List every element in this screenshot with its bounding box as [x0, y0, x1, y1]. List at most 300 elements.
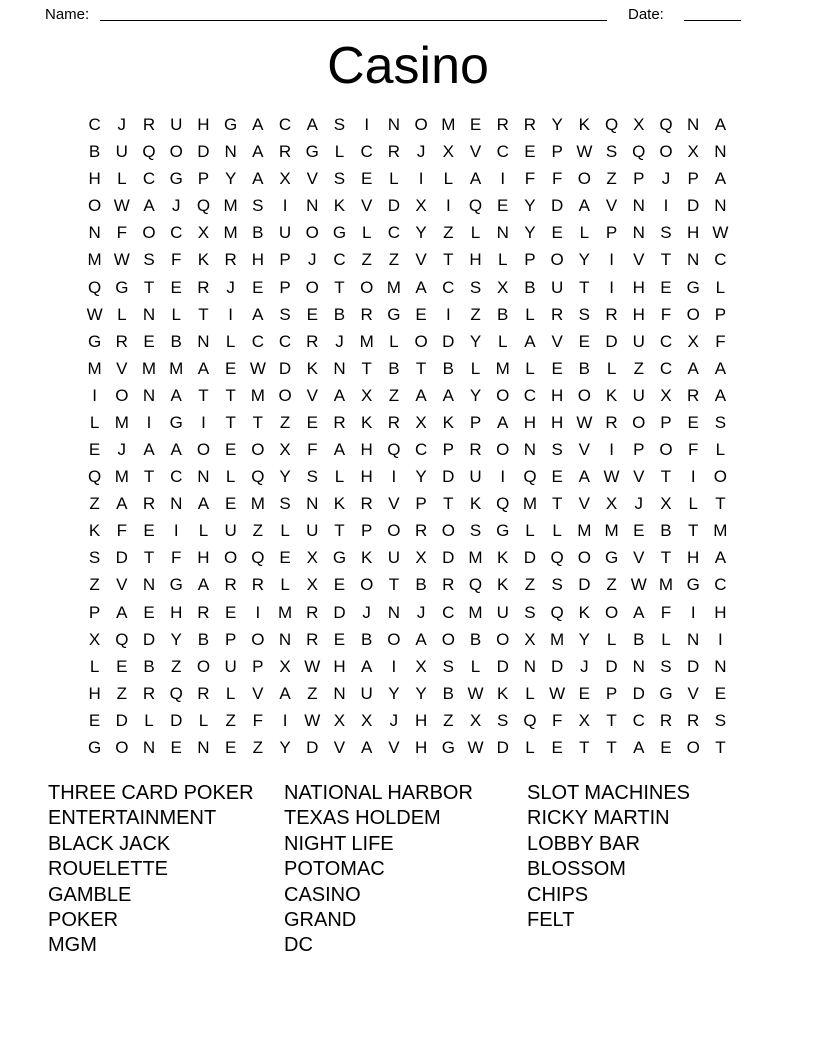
grid-letter: K: [361, 548, 373, 568]
grid-letter: L: [334, 142, 345, 162]
grid-letter: R: [605, 412, 618, 432]
grid-letter: N: [632, 656, 645, 676]
grid-letter: X: [361, 710, 373, 730]
grid-letter: Z: [89, 575, 100, 595]
grid-letter: K: [333, 196, 346, 216]
grid-letter: V: [469, 142, 482, 162]
grid-letter: C: [360, 142, 373, 162]
grid-letter: A: [578, 196, 591, 216]
grid-letter: R: [142, 115, 156, 135]
grid-letter: G: [604, 548, 619, 568]
grid-letter: V: [252, 683, 264, 703]
grid-letter: E: [88, 440, 101, 460]
grid-letter: P: [633, 440, 645, 460]
grid-letter: L: [280, 575, 290, 595]
grid-letter: A: [333, 440, 346, 460]
grid-letter: I: [690, 467, 696, 487]
grid-letter: E: [170, 277, 182, 297]
grid-letter: I: [364, 115, 370, 135]
grid-letter: N: [306, 196, 319, 216]
grid-letter: M: [713, 521, 728, 541]
grid-letter: Z: [443, 710, 454, 730]
word-list-item: ENTERTAINMENT: [48, 807, 217, 830]
grid-letter: J: [117, 440, 127, 460]
grid-letter: D: [632, 683, 645, 703]
grid-letter: A: [197, 494, 210, 514]
grid-letter: H: [251, 250, 264, 270]
grid-letter: N: [523, 440, 537, 460]
grid-letter: E: [524, 142, 536, 162]
grid-letter: E: [224, 358, 237, 378]
grid-letter: S: [605, 142, 618, 162]
word-list-item: GAMBLE: [48, 883, 132, 906]
grid-letter: H: [360, 467, 373, 487]
grid-letter: I: [500, 467, 506, 487]
grid-letter: Z: [443, 223, 454, 243]
grid-letter: C: [142, 169, 156, 189]
grid-letter: P: [551, 142, 563, 162]
grid-letter: C: [333, 250, 346, 270]
grid-letter: P: [633, 169, 645, 189]
grid-letter: E: [252, 277, 264, 297]
grid-letter: C: [88, 115, 101, 135]
grid-letter: L: [525, 521, 535, 541]
grid-letter: S: [551, 575, 563, 595]
grid-letter: T: [143, 467, 155, 487]
grid-letter: M: [169, 358, 184, 378]
grid-letter: E: [469, 115, 482, 135]
grid-letter: A: [497, 412, 509, 432]
grid-letter: P: [279, 277, 291, 297]
grid-letter: O: [496, 440, 510, 460]
grid-letter: H: [687, 223, 700, 243]
grid-letter: G: [686, 575, 700, 595]
grid-letter: V: [116, 358, 128, 378]
grid-letter: N: [687, 250, 700, 270]
grid-letter: T: [660, 250, 672, 270]
grid-letter: V: [306, 169, 318, 189]
grid-letter: O: [441, 629, 455, 649]
grid-letter: C: [387, 223, 401, 243]
grid-letter: O: [686, 737, 700, 757]
grid-letter: D: [278, 358, 292, 378]
grid-letter: U: [632, 385, 645, 405]
grid-letter: W: [630, 575, 647, 595]
grid-letter: Q: [659, 115, 673, 135]
grid-letter: G: [496, 521, 510, 541]
grid-letter: H: [632, 304, 645, 324]
grid-letter: M: [277, 602, 293, 622]
grid-letter: L: [198, 710, 209, 730]
grid-letter: V: [361, 196, 373, 216]
grid-letter: D: [197, 142, 210, 162]
grid-letter: Y: [415, 467, 427, 487]
grid-letter: A: [633, 602, 645, 622]
grid-letter: L: [688, 494, 698, 514]
grid-letter: N: [170, 494, 183, 514]
grid-letter: R: [414, 521, 428, 541]
grid-letter: R: [523, 115, 537, 135]
grid-letter: L: [715, 277, 726, 297]
grid-letter: W: [304, 710, 321, 730]
grid-letter: L: [171, 304, 181, 324]
grid-letter: P: [660, 412, 672, 432]
grid-letter: A: [116, 602, 128, 622]
word-list-item: CASINO: [284, 883, 361, 906]
grid-letter: Y: [415, 223, 427, 243]
grid-letter: W: [603, 467, 620, 487]
grid-letter: K: [469, 494, 482, 514]
grid-letter: N: [387, 602, 401, 622]
grid-letter: D: [605, 331, 618, 351]
grid-letter: Q: [87, 467, 102, 487]
grid-letter: Z: [307, 683, 318, 703]
word-list-item: FELT: [527, 908, 575, 931]
grid-letter: S: [279, 494, 291, 514]
grid-letter: L: [334, 467, 345, 487]
grid-letter: R: [442, 575, 455, 595]
grid-letter: E: [551, 737, 563, 757]
grid-letter: B: [197, 629, 210, 649]
grid-letter: A: [197, 575, 210, 595]
grid-letter: C: [170, 467, 183, 487]
grid-letter: P: [361, 521, 373, 541]
grid-letter: C: [170, 223, 183, 243]
grid-letter: X: [279, 440, 291, 460]
grid-letter: O: [441, 521, 455, 541]
grid-letter: Q: [468, 196, 483, 216]
grid-letter: R: [251, 575, 264, 595]
word-list-item: RICKY MARTIN: [527, 807, 670, 830]
grid-letter: O: [496, 385, 510, 405]
grid-letter: M: [87, 358, 102, 378]
grid-letter: R: [197, 277, 210, 297]
grid-letter: I: [391, 656, 397, 676]
name-fill-line: [100, 0, 607, 21]
grid-letter: A: [252, 115, 264, 135]
grid-letter: E: [551, 467, 563, 487]
grid-letter: S: [143, 250, 155, 270]
grid-letter: L: [280, 521, 290, 541]
grid-letter: Q: [496, 494, 510, 514]
grid-letter: G: [115, 277, 129, 297]
grid-letter: A: [415, 277, 427, 297]
grid-letter: H: [414, 737, 428, 757]
grid-letter: B: [388, 358, 400, 378]
grid-letter: L: [389, 169, 399, 189]
word-search-grid: [81, 111, 734, 761]
grid-letter: U: [224, 656, 237, 676]
grid-letter: O: [196, 440, 211, 460]
grid-letter: X: [524, 629, 536, 649]
grid-letter: I: [228, 304, 233, 324]
grid-letter: Q: [142, 142, 156, 162]
grid-letter: O: [632, 412, 646, 432]
grid-letter: Z: [633, 358, 644, 378]
grid-letter: C: [278, 115, 292, 135]
grid-letter: C: [414, 440, 428, 460]
grid-letter: N: [632, 196, 645, 216]
grid-letter: W: [304, 656, 321, 676]
grid-letter: X: [687, 331, 699, 351]
grid-letter: U: [632, 331, 645, 351]
grid-letter: O: [305, 223, 319, 243]
grid-letter: G: [169, 169, 183, 189]
grid-letter: M: [87, 250, 102, 270]
grid-letter: I: [282, 196, 288, 216]
grid-letter: D: [496, 656, 509, 676]
grid-letter: P: [442, 440, 454, 460]
grid-letter: D: [442, 548, 455, 568]
grid-letter: E: [687, 412, 699, 432]
grid-letter: P: [605, 223, 618, 243]
grid-letter: E: [415, 304, 427, 324]
grid-letter: I: [445, 304, 451, 324]
grid-letter: B: [143, 656, 155, 676]
grid-letter: L: [715, 440, 726, 460]
grid-letter: F: [660, 304, 672, 324]
grid-letter: N: [333, 683, 346, 703]
grid-letter: M: [114, 412, 129, 432]
grid-letter: B: [415, 575, 427, 595]
grid-letter: E: [88, 710, 101, 730]
grid-letter: M: [141, 358, 157, 378]
grid-letter: B: [170, 331, 182, 351]
grid-letter: T: [443, 250, 454, 270]
grid-letter: G: [169, 575, 183, 595]
grid-letter: R: [659, 710, 673, 730]
grid-letter: T: [334, 277, 345, 297]
grid-letter: J: [308, 250, 317, 270]
grid-letter: P: [197, 169, 210, 189]
grid-letter: O: [251, 629, 265, 649]
grid-letter: V: [388, 494, 400, 514]
grid-letter: H: [687, 548, 700, 568]
grid-letter: E: [551, 223, 563, 243]
grid-letter: M: [658, 575, 674, 595]
grid-letter: A: [143, 440, 155, 460]
grid-letter: Y: [524, 196, 536, 216]
grid-letter: A: [442, 385, 454, 405]
grid-letter: F: [307, 440, 318, 460]
grid-letter: V: [605, 196, 618, 216]
grid-letter: O: [550, 250, 564, 270]
grid-letter: S: [497, 710, 509, 730]
grid-letter: A: [252, 304, 264, 324]
grid-letter: R: [142, 683, 156, 703]
grid-letter: E: [660, 277, 672, 297]
grid-letter: T: [551, 494, 563, 514]
grid-letter: E: [551, 358, 563, 378]
grid-letter: O: [496, 629, 510, 649]
grid-letter: H: [197, 548, 210, 568]
grid-letter: F: [715, 331, 726, 351]
grid-letter: M: [468, 602, 483, 622]
grid-letter: D: [387, 196, 401, 216]
grid-letter: F: [116, 223, 127, 243]
grid-letter: I: [173, 521, 179, 541]
grid-letter: L: [89, 656, 100, 676]
grid-letter: N: [142, 385, 156, 405]
grid-letter: J: [117, 115, 127, 135]
grid-letter: N: [142, 737, 156, 757]
grid-letter: B: [88, 142, 101, 162]
grid-letter: P: [252, 656, 264, 676]
grid-letter: S: [660, 223, 672, 243]
grid-letter: M: [114, 467, 129, 487]
grid-letter: H: [632, 277, 645, 297]
grid-letter: Y: [170, 629, 182, 649]
grid-letter: V: [633, 548, 645, 568]
grid-letter: O: [278, 385, 292, 405]
grid-letter: M: [522, 494, 538, 514]
grid-letter: U: [360, 683, 373, 703]
grid-letter: C: [659, 331, 673, 351]
grid-letter: L: [606, 629, 617, 649]
grid-letter: P: [605, 683, 618, 703]
grid-letter: X: [633, 115, 645, 135]
grid-letter: D: [442, 467, 455, 487]
grid-letter: O: [604, 602, 619, 622]
grid-letter: V: [116, 575, 128, 595]
grid-letter: Q: [87, 277, 102, 297]
grid-letter: F: [252, 710, 264, 730]
grid-letter: E: [116, 656, 128, 676]
grid-letter: D: [605, 656, 618, 676]
grid-letter: V: [578, 440, 591, 460]
grid-letter: G: [87, 737, 102, 757]
grid-letter: H: [551, 412, 564, 432]
grid-letter: Z: [388, 250, 400, 270]
grid-letter: L: [443, 169, 454, 189]
grid-letter: R: [360, 304, 373, 324]
puzzle-title: Casino: [327, 37, 489, 95]
grid-letter: H: [197, 115, 210, 135]
grid-letter: S: [469, 277, 482, 297]
grid-letter: P: [469, 412, 482, 432]
grid-letter: Z: [279, 412, 291, 432]
grid-letter: R: [224, 250, 237, 270]
grid-letter: X: [415, 548, 427, 568]
grid-letter: E: [714, 683, 727, 703]
grid-letter: B: [524, 277, 536, 297]
grid-letter: N: [714, 196, 727, 216]
word-list-item: GRAND: [284, 908, 357, 931]
grid-letter: R: [469, 440, 482, 460]
grid-letter: A: [714, 358, 727, 378]
word-list-column: [48, 781, 254, 959]
grid-letter: T: [198, 304, 209, 324]
grid-letter: W: [549, 683, 566, 703]
grid-letter: C: [496, 142, 509, 162]
grid-letter: Y: [469, 331, 482, 351]
grid-letter: E: [306, 304, 318, 324]
grid-letter: N: [197, 331, 210, 351]
grid-letter: M: [223, 223, 238, 243]
grid-letter: Q: [387, 440, 401, 460]
grid-letter: C: [278, 331, 292, 351]
grid-letter: N: [306, 494, 319, 514]
grid-letter: R: [360, 494, 373, 514]
grid-letter: R: [306, 629, 319, 649]
grid-letter: P: [224, 629, 237, 649]
grid-letter: D: [333, 602, 346, 622]
grid-letter: G: [686, 277, 700, 297]
grid-letter: I: [418, 169, 424, 189]
grid-letter: C: [523, 385, 537, 405]
grid-letter: E: [170, 737, 182, 757]
grid-letter: W: [467, 683, 484, 703]
grid-letter: I: [609, 440, 614, 460]
grid-letter: O: [305, 277, 319, 297]
grid-letter: D: [551, 196, 564, 216]
grid-letter: N: [142, 304, 156, 324]
grid-letter: L: [361, 223, 372, 243]
grid-letter: A: [633, 737, 645, 757]
grid-letter: I: [663, 196, 669, 216]
grid-letter: X: [605, 494, 618, 514]
grid-letter: P: [524, 250, 536, 270]
grid-letter: X: [415, 412, 427, 432]
grid-letter: Y: [578, 250, 591, 270]
grid-letter: Y: [388, 683, 400, 703]
grid-letter: H: [88, 169, 101, 189]
grid-letter: C: [442, 602, 455, 622]
grid-letter: H: [170, 602, 183, 622]
grid-letter: N: [387, 115, 401, 135]
grid-letter: J: [171, 196, 181, 216]
grid-letter: X: [497, 277, 509, 297]
word-list-column: [527, 781, 690, 933]
grid-letter: G: [332, 548, 347, 568]
grid-letter: O: [713, 467, 727, 487]
grid-letter: O: [577, 385, 591, 405]
grid-letter: J: [226, 277, 235, 297]
grid-letter: B: [333, 304, 346, 324]
grid-letter: W: [113, 250, 130, 270]
grid-letter: N: [278, 629, 292, 649]
grid-letter: S: [442, 656, 454, 676]
grid-letter: V: [578, 494, 591, 514]
grid-letter: T: [225, 412, 236, 432]
grid-letter: R: [306, 331, 319, 351]
grid-letter: O: [115, 737, 129, 757]
grid-letter: O: [115, 385, 129, 405]
grid-letter: W: [712, 223, 729, 243]
grid-letter: V: [633, 250, 645, 270]
grid-letter: I: [690, 602, 696, 622]
grid-letter: O: [196, 656, 211, 676]
grid-letter: N: [88, 223, 101, 243]
grid-letter: H: [469, 250, 482, 270]
grid-letter: R: [142, 494, 156, 514]
grid-letter: A: [361, 656, 373, 676]
grid-letter: X: [660, 494, 672, 514]
grid-letter: E: [660, 737, 672, 757]
grid-letter: M: [604, 521, 619, 541]
grid-letter: Z: [171, 656, 182, 676]
grid-letter: D: [170, 710, 183, 730]
grid-letter: L: [470, 656, 481, 676]
grid-letter: V: [687, 683, 699, 703]
grid-letter: T: [579, 277, 590, 297]
grid-letter: T: [334, 521, 345, 541]
word-list-item: BLACK JACK: [48, 832, 171, 855]
grid-letter: K: [361, 412, 373, 432]
name-label: Name:: [45, 6, 90, 23]
word-list-item: BLOSSOM: [527, 858, 626, 881]
grid-letter: Z: [524, 575, 536, 595]
